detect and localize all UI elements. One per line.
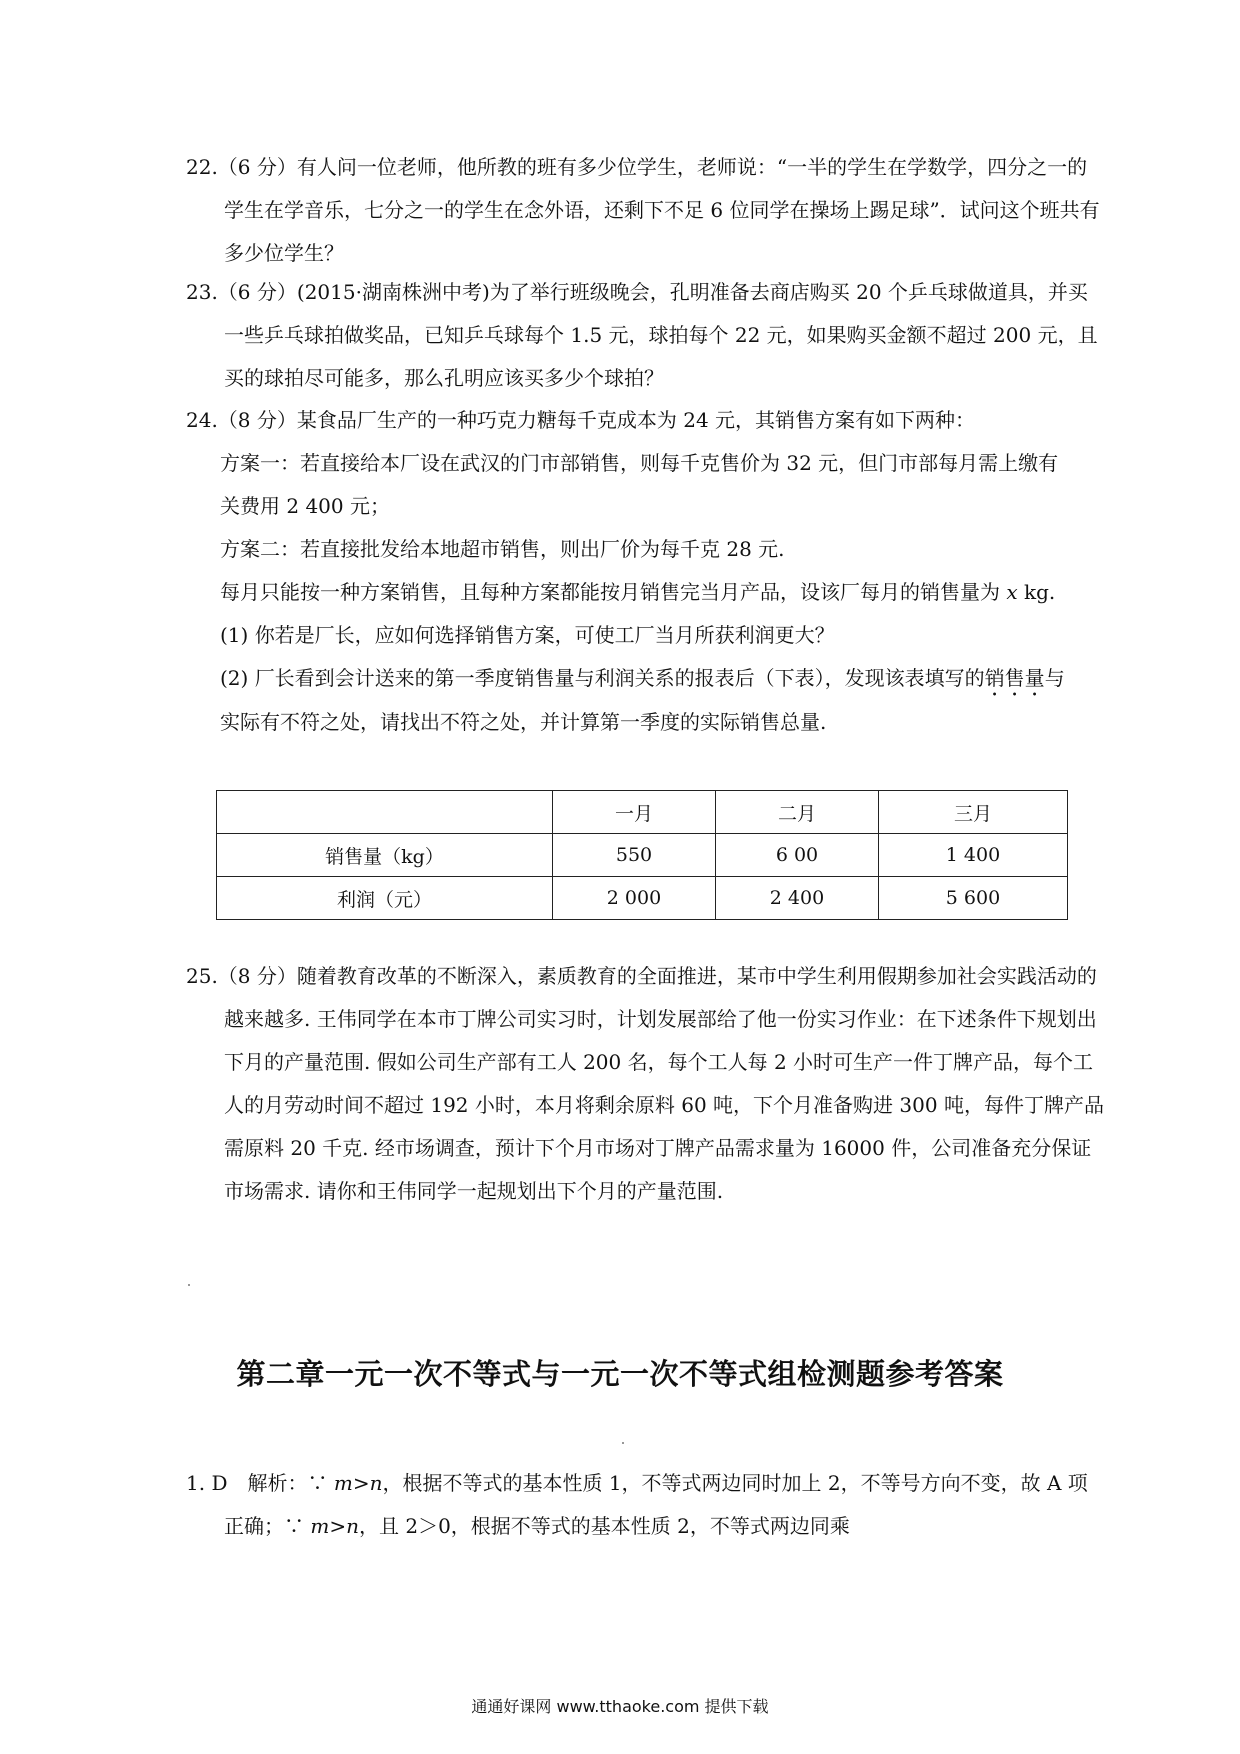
question-24-intro: 24.（8 分）某食品厂生产的一种巧克力糖每千克成本为 24 元，其销售方案有如下两种： xyxy=(186,408,976,432)
question-24-part-2 xyxy=(220,657,1066,744)
table-cell: 1 400 xyxy=(879,834,1068,877)
table-header-jan: 一月 xyxy=(553,791,716,834)
variable-m: m xyxy=(333,1471,353,1495)
question-22 xyxy=(186,146,1104,275)
condition-text: 每月只能按一种方案销售，且每种方案都能按月销售完当月产品，设该厂每月的销售量为 xyxy=(220,580,1007,604)
variable-n: n xyxy=(369,1471,383,1495)
scan-speck xyxy=(188,1284,190,1286)
page-footer: 通通好课网 www.tthaoke.com 提供下载 xyxy=(471,1697,769,1716)
table-header-row xyxy=(217,791,1068,834)
question-24-condition xyxy=(220,571,1066,614)
table-cell: 2 400 xyxy=(716,877,879,920)
answer-1-part-a: 1. D 解析：∵ xyxy=(186,1471,334,1495)
table-header-feb: 二月 xyxy=(716,791,879,834)
part-2-emphasis: 销售量 xyxy=(984,666,1045,690)
variable-n: n xyxy=(346,1514,359,1538)
table-cell: 550 xyxy=(553,834,716,877)
question-24-part-1: (1) 你若是厂长，应如何选择销售方案，可使工厂当月所获利润更大？ xyxy=(220,623,835,647)
greater-than-symbol: > xyxy=(329,1514,347,1538)
answer-1-text xyxy=(186,1462,1104,1548)
table-row-label: 销售量（kg） xyxy=(217,834,553,877)
part-2-text-a: (2) 厂长看到会计送来的第一季度销售量与利润关系的报表后（下表），发现该表填写的 xyxy=(220,666,985,690)
sales-table xyxy=(216,790,1068,920)
table-row xyxy=(217,877,1068,920)
answer-1 xyxy=(186,1462,1104,1548)
table-cell: 5 600 xyxy=(879,877,1068,920)
variable-x: x xyxy=(1006,580,1018,604)
table-cell: 2 000 xyxy=(553,877,716,920)
question-24-plan-one: 方案一：若直接给本厂设在武汉的门市部销售，则每千克售价为 32 元，但门市部每月需上缴有关费用 2 400 元； xyxy=(220,451,1059,518)
condition-unit: kg. xyxy=(1017,580,1056,604)
question-22-text: 22.（6 分）有人问一位老师，他所教的班有多少位学生，老师说：“一半的学生在学数学，四分之一的学生在学音乐，七分之一的学生在念外语，还剩下不足 6 位同学在操场上踢足球”．试问这个班共有多少位学生？ xyxy=(186,155,1100,265)
question-24-plan-two: 方案二：若直接批发给本地超市销售，则出厂价为每千克 28 元. xyxy=(220,537,785,561)
answer-1-part-c: ，且 2＞0，根据不等式的基本性质 2，不等式两边同乘 xyxy=(358,1514,850,1538)
question-24-body xyxy=(186,442,1066,744)
question-23-text: 23.（6 分）(2015·湖南株洲中考)为了举行班级晚会，孔明准备去商店购买 20 个乒乓球做道具，并买一些乒乓球拍做奖品，已知乒乓球每个 1.5 元，球拍每个 22 元，如果购买金额不超过 200 元，且买的球拍尽可能多，那么孔明应该买多少个球拍？ xyxy=(186,280,1098,390)
variable-m: m xyxy=(310,1514,330,1538)
part-2-text-b: 与实际有不符之处，请找出不符之处，并计算第一季度的实际销售总量. xyxy=(220,666,1065,734)
answer-heading: 第二章一元一次不等式与一元一次不等式组检测题参考答案 xyxy=(236,1357,1004,1391)
question-25 xyxy=(186,955,1104,1213)
greater-than-symbol: > xyxy=(352,1471,370,1495)
table-cell: 6 00 xyxy=(716,834,879,877)
question-23 xyxy=(186,271,1104,400)
question-24 xyxy=(186,399,1066,744)
question-25-text: 25.（8 分）随着教育改革的不断深入，素质教育的全面推进，某市中学生利用假期参加社会实践活动的越来越多. 王伟同学在本市丁牌公司实习时，计划发展部给了他一份实习作业：在下述条件下规划出下月的产量范围. 假如公司生产部有工人 200 名，每个工人每 2 小时可生产一件丁牌产品，每个工人的月劳动时间不超过 192 小时，本月将剩余原料 60 吨，下个月准备购进 300 吨，每件丁牌产品需原料 20 千克. 经市场调查，预计下个月市场对丁牌产品需求量为 16000 件，公司准备充分保证市场需求. 请你和王伟同学一起规划出下个月的产量范围. xyxy=(186,964,1104,1203)
scan-speck xyxy=(622,1442,624,1444)
table-row-label: 利润（元） xyxy=(217,877,553,920)
table-corner-cell xyxy=(217,791,553,834)
table-row xyxy=(217,834,1068,877)
answer-1-part-b: ，根据不等式的基本性质 1，不等式两边同时加上 2，不等号方向不变，故 A 项正确；∵ xyxy=(224,1471,1088,1538)
table-header-mar: 三月 xyxy=(879,791,1068,834)
